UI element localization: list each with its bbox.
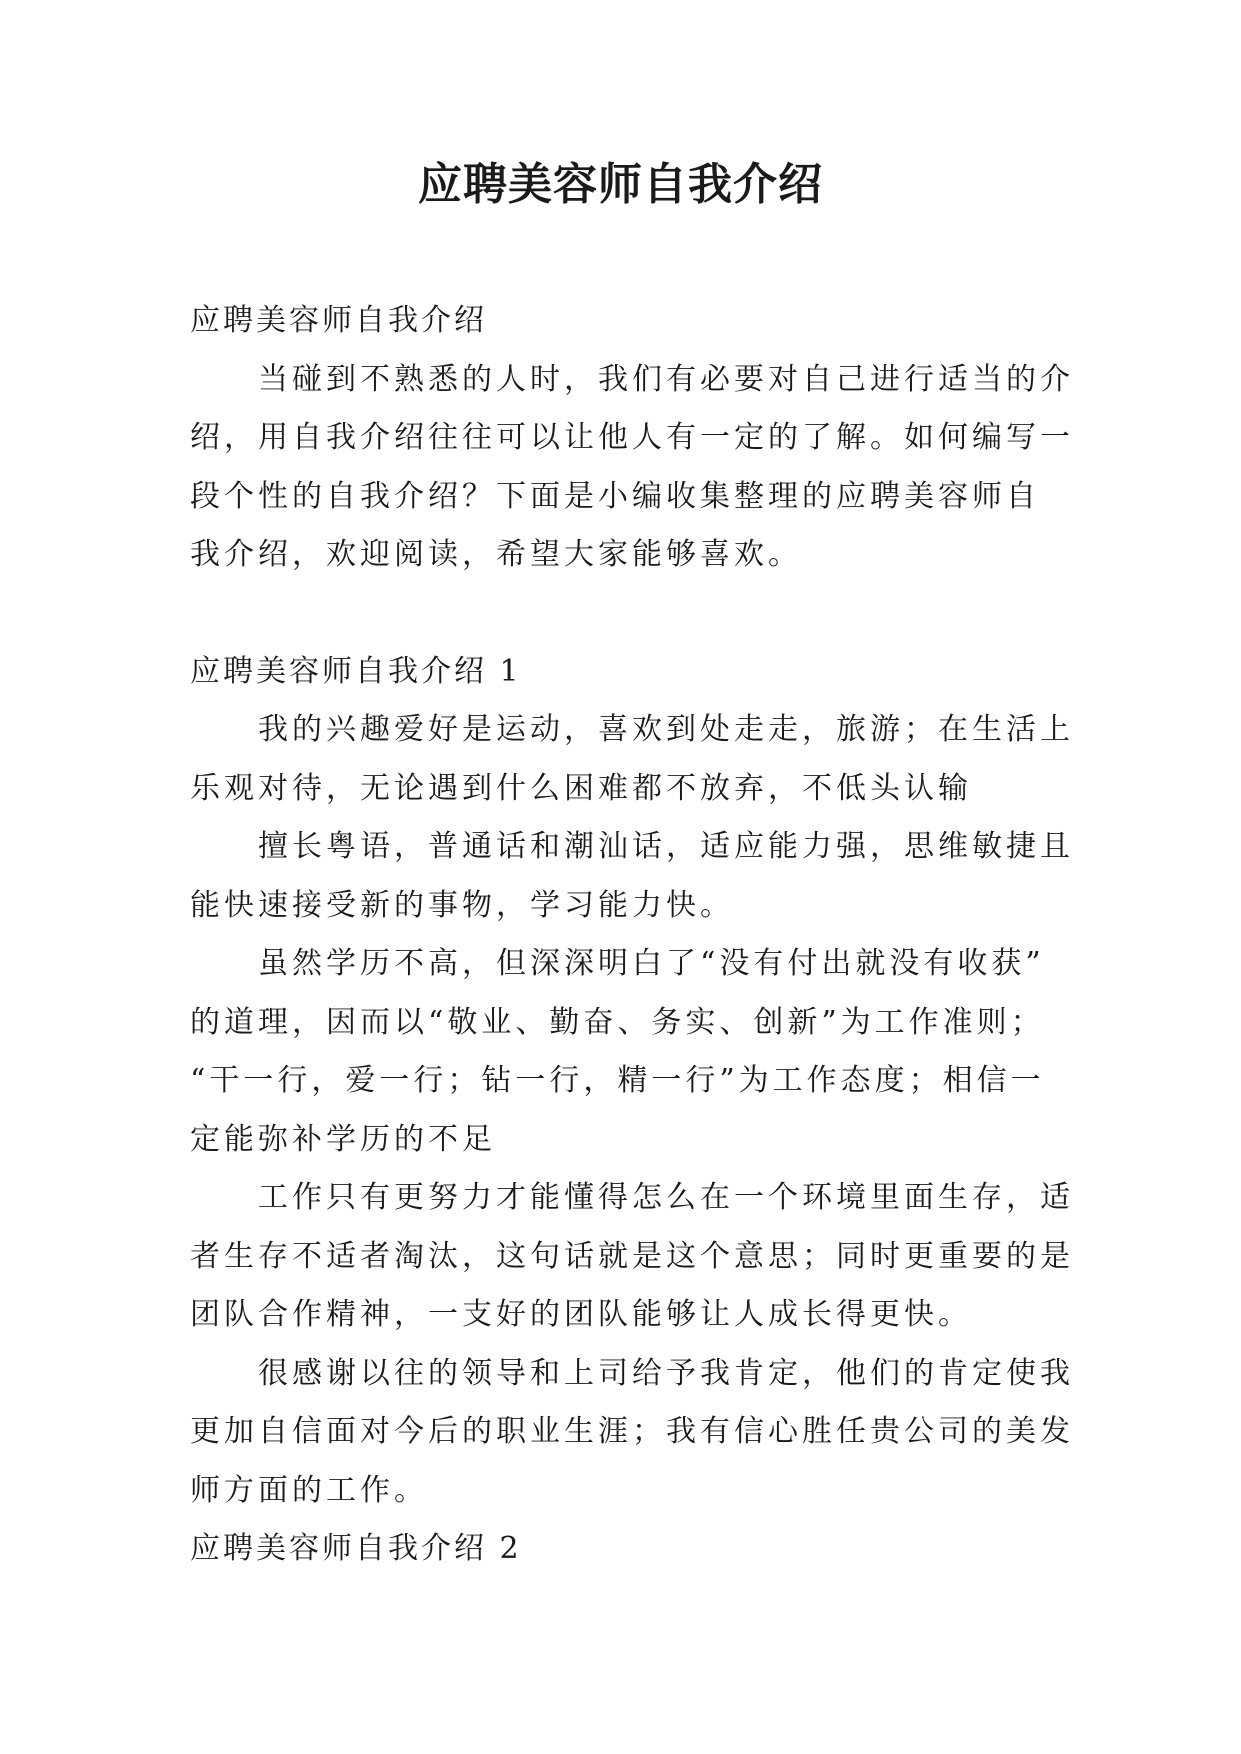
paragraph-line: 的道理，因而以“敬业、勤奋、务实、创新”为工作准则； [190,1004,1045,1040]
subtitle: 应聘美容师自我介绍 [190,303,487,338]
intro-line: 当碰到不熟悉的人时，我们有必要对自己进行适当的介 [258,361,1074,397]
paragraph-line: 擅长粤语，普通话和潮汕话，适应能力强，思维敏捷且 [258,829,1074,864]
section-1-paragraph-3 [190,935,1060,1169]
document-body [190,292,1074,1579]
document-title: 应聘美容师自我介绍 [418,159,823,210]
section-2-heading: 应聘美容师自我介绍 2 [190,1531,522,1566]
spacer [190,585,1060,643]
paragraph-line: 乐观对待，无论遇到什么困难都不放弃，不低头认输 [190,770,972,806]
intro-line: 绍，用自我介绍往往可以让他人有一定的了解。如何编写一 [190,420,1074,455]
paragraph-line: 团队合作精神，一支好的团队能够让人成长得更快。 [190,1297,972,1332]
intro-paragraph [190,351,1074,585]
paragraph-line: 虽然学历不高，但深深明白了“没有付出就没有收获” [258,946,1045,981]
paragraph-line: 我的兴趣爱好是运动，喜欢到处走走，旅游；在生活上 [258,712,1074,747]
paragraph-line: “干一行，爱一行；钻一行，精一行”为工作态度；相信一 [190,1063,1045,1098]
section-1-paragraph-4 [190,1169,1074,1345]
paragraph-line: 工作只有更努力才能懂得怎么在一个环境里面生存，适 [258,1180,1074,1215]
paragraph-line: 师方面的工作。 [190,1472,428,1508]
intro-line: 段个性的自我介绍？下面是小编收集整理的应聘美容师自 [190,478,1040,514]
paragraph-line: 很感谢以往的领导和上司给予我肯定，他们的肯定使我 [258,1355,1074,1391]
section-1-paragraph-1 [190,701,1074,818]
section-1-paragraph-5 [190,1345,1074,1521]
intro-line: 我介绍，欢迎阅读，希望大家能够喜欢。 [190,537,802,572]
paragraph-line: 者生存不适者淘汰，这句话就是这个意思；同时更重要的是 [190,1238,1074,1274]
paragraph-line: 更加自信面对今后的职业生涯；我有信心胜任贵公司的美发 [190,1414,1074,1449]
section-1-paragraph-2 [190,818,1074,935]
paragraph-line: 能快速接受新的事物，学习能力快。 [190,887,734,923]
section-1-heading: 应聘美容师自我介绍 1 [190,653,522,689]
paragraph-line: 定能弥补学历的不足 [190,1121,496,1157]
